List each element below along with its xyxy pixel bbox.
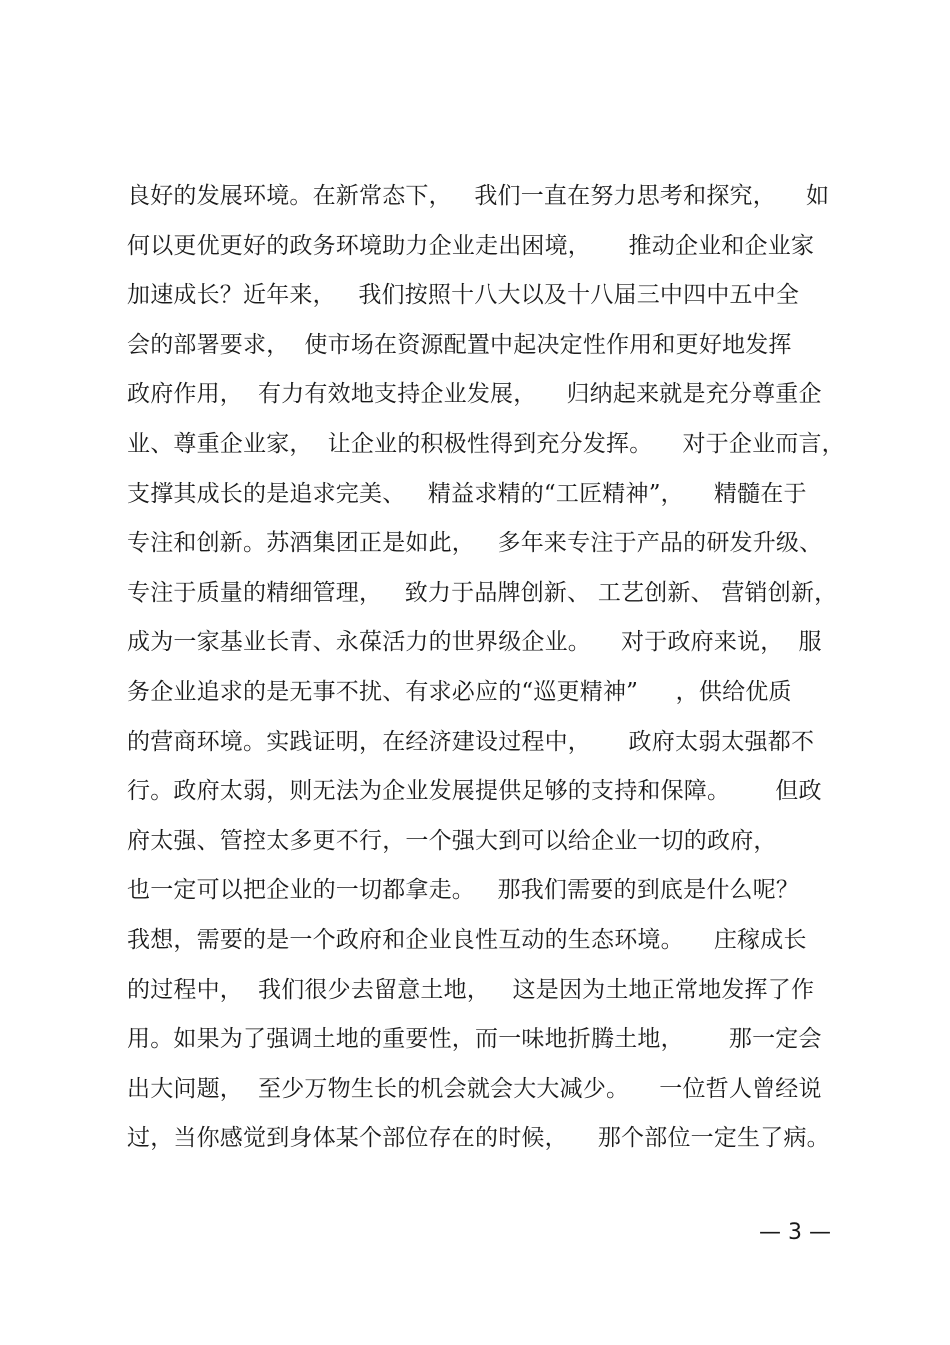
text-line: 良好的发展环境。在新常态下， 我们一直在努力思考和探究， 如 <box>127 183 830 209</box>
text-line: 出大问题， 至少万物生长的机会就会大大减少。 一位哲人曾经说 <box>127 1075 822 1102</box>
text-line: 业、尊重企业家， 让企业的积极性得到充分发挥。 对于企业而言， <box>127 430 845 457</box>
body-text <box>127 176 845 1168</box>
text-line: 行。政府太弱，则无法为企业发展提供足够的支持和保障。 但政 <box>127 778 822 805</box>
text-line: 用。如果为了强调土地的重要性，而一味地折腾土地， 那一定会 <box>127 1026 822 1053</box>
text-line: 会的部署要求， 使市场在资源配置中起决定性作用和更好地发挥 <box>127 331 792 358</box>
text-line: 的过程中， 我们很少去留意土地， 这是因为土地正常地发挥了作 <box>127 976 815 1003</box>
text-line: 何以更优更好的政务环境助力企业走出困境， 推动企业和企业家 <box>127 232 815 259</box>
text-line: 的营商环境。实践证明，在经济建设过程中， 政府太弱太强都不 <box>127 728 815 755</box>
text-line: 专注于质量的精细管理， 致力于品牌创新、 工艺创新、 营销创新， <box>127 579 838 606</box>
text-line: 务企业追求的是无事不扰、有求必应的“巡更精神” ，供给优质 <box>127 678 792 705</box>
text-line: 专注和创新。苏酒集团正是如此， 多年来专注于产品的研发升级、 <box>127 530 823 557</box>
text-line: 也一定可以把企业的一切都拿走。 那我们需要的到底是什么呢？ <box>127 877 800 904</box>
page-number: — 3 — <box>759 1220 831 1245</box>
text-line: 过，当你感觉到身体某个部位存在的时候， 那个部位一定生了病。 <box>127 1125 830 1152</box>
text-line: 支撑其成长的是追求完美、 精益求精的“工匠精神”， 精髓在于 <box>127 480 807 507</box>
text-line: 府太强、管控太多更不行，一个强大到可以给企业一切的政府， <box>127 827 777 854</box>
text-line: 我想，需要的是一个政府和企业良性互动的生态环境。 庄稼成长 <box>127 926 807 953</box>
text-line: 加速成长？近年来， 我们按照十八大以及十八届三中四中五中全 <box>127 282 800 309</box>
text-line: 政府作用， 有力有效地支持企业发展， 归纳起来就是充分尊重企 <box>127 381 822 408</box>
text-line: 成为一家基业长青、永葆活力的世界级企业。 对于政府来说， 服 <box>127 629 822 656</box>
